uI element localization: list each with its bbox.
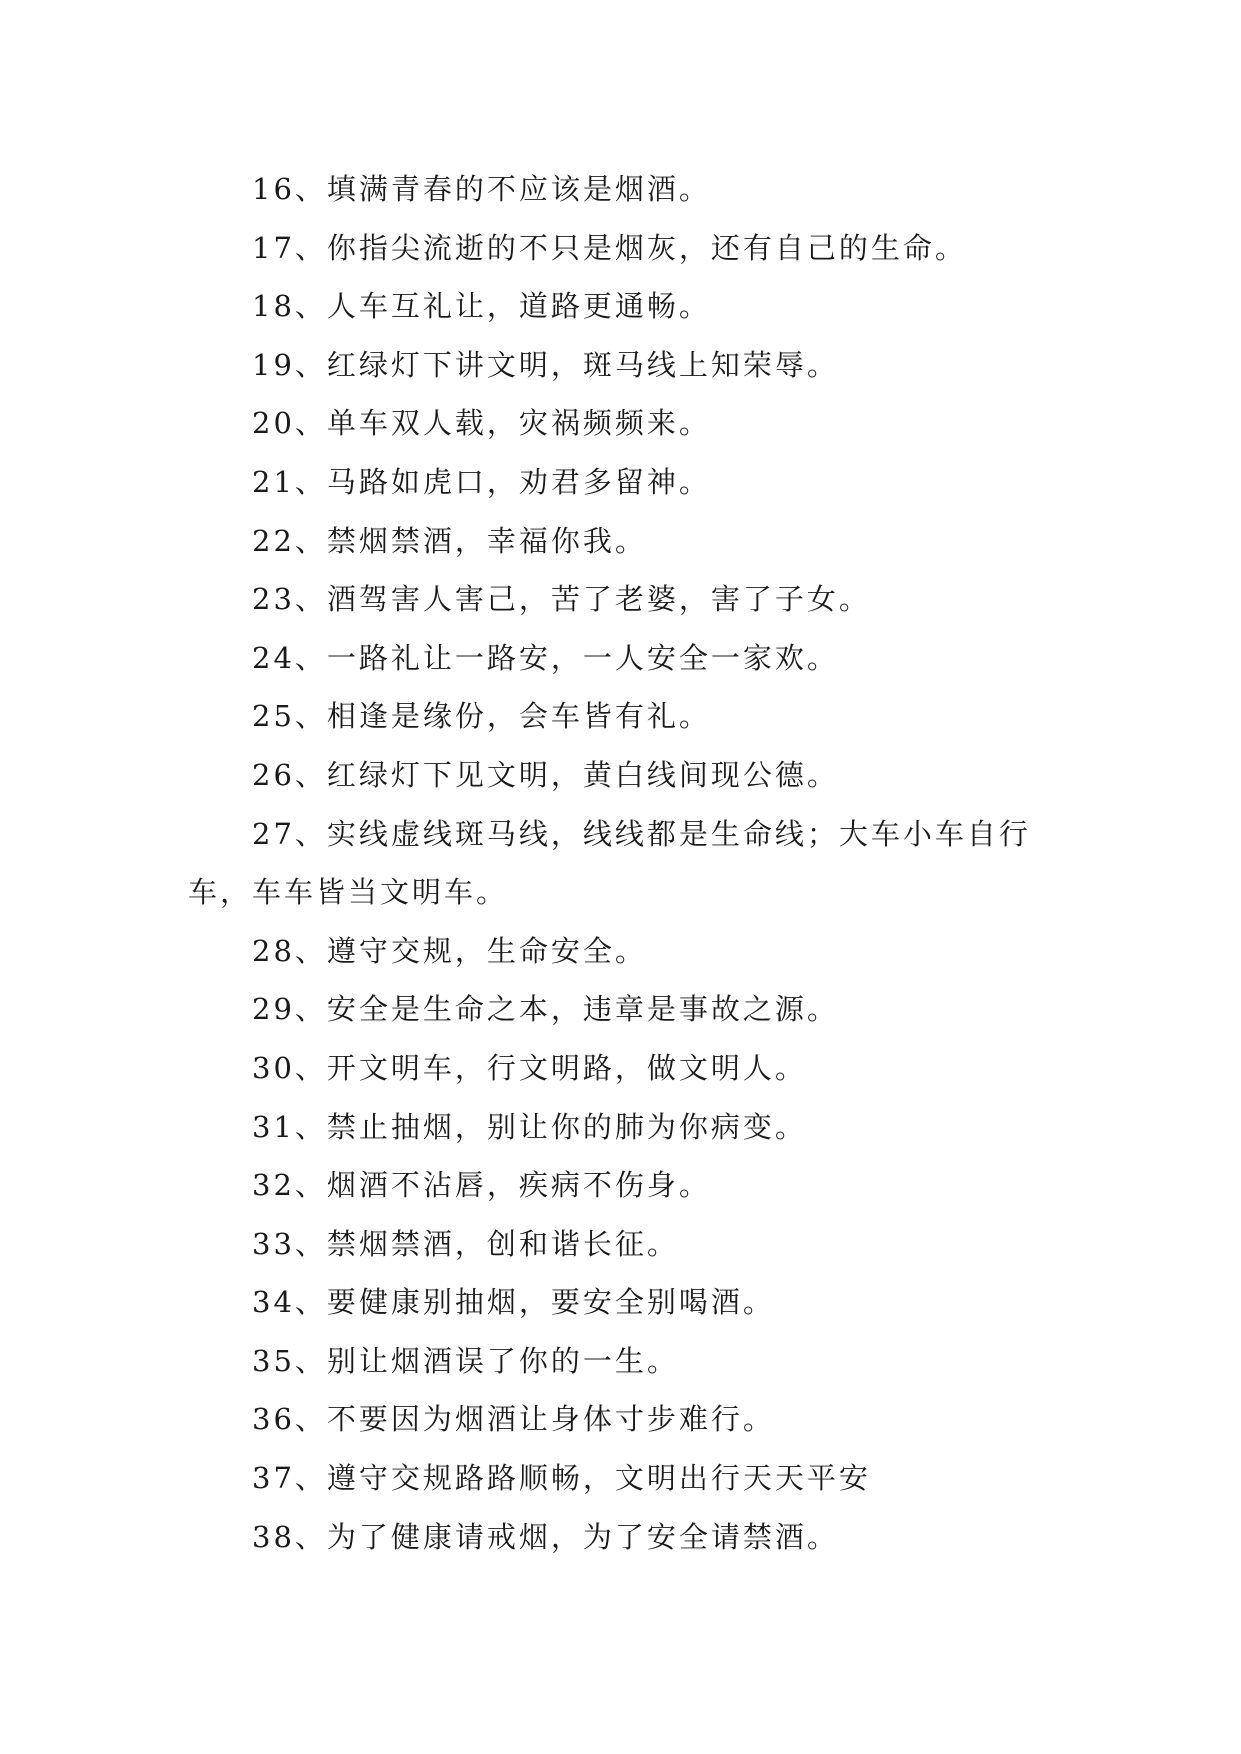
slogan-paragraph: 19、红绿灯下讲文明，斑马线上知荣辱。 [252,347,839,382]
slogan-paragraph: 17、你指尖流逝的不只是烟灰，还有自己的生命。 [252,230,967,265]
slogan-paragraph: 33、禁烟禁酒，创和谐长征。 [252,1226,679,1261]
document-body [188,160,1068,1566]
slogan-paragraph: 25、相逢是缘份，会车皆有礼。 [252,699,711,734]
slogan-paragraph: 38、为了健康请戒烟，为了安全请禁酒。 [252,1519,839,1554]
slogan-paragraph: 18、人车互礼让，道路更通畅。 [252,289,711,324]
slogan-paragraph: 31、禁止抽烟，别让你的肺为你病变。 [252,1109,807,1144]
slogan-paragraph: 36、不要因为烟酒让身体寸步难行。 [252,1402,775,1437]
slogan-paragraph: 27、实线虚线斑马线，线线都是生命线；大车小车自行车，车车皆当文明车。 [188,816,1031,910]
slogan-paragraph: 20、单车双人载，灾祸频频来。 [252,406,711,441]
slogan-paragraph: 26、红绿灯下见文明，黄白线间现公德。 [252,757,839,792]
slogan-paragraph: 22、禁烟禁酒，幸福你我。 [252,523,647,558]
slogan-paragraph: 35、别让烟酒误了你的一生。 [252,1343,679,1378]
slogan-paragraph: 34、要健康别抽烟，要安全别喝酒。 [252,1285,775,1320]
slogan-paragraph: 37、遵守交规路路顺畅，文明出行天天平安 [252,1461,871,1496]
slogan-paragraph: 29、安全是生命之本，违章是事故之源。 [252,992,839,1027]
slogan-paragraph: 21、马路如虎口，劝君多留神。 [252,464,711,499]
slogan-paragraph: 24、一路礼让一路安，一人安全一家欢。 [252,640,839,675]
slogan-paragraph: 23、酒驾害人害己，苦了老婆，害了子女。 [252,582,871,617]
slogan-paragraph: 32、烟酒不沾唇，疾病不伤身。 [252,1168,711,1203]
slogan-paragraph: 16、填满青春的不应该是烟酒。 [252,172,711,206]
slogan-paragraph: 30、开文明车，行文明路，做文明人。 [252,1050,807,1085]
slogan-paragraph: 28、遵守交规，生命安全。 [252,933,647,968]
